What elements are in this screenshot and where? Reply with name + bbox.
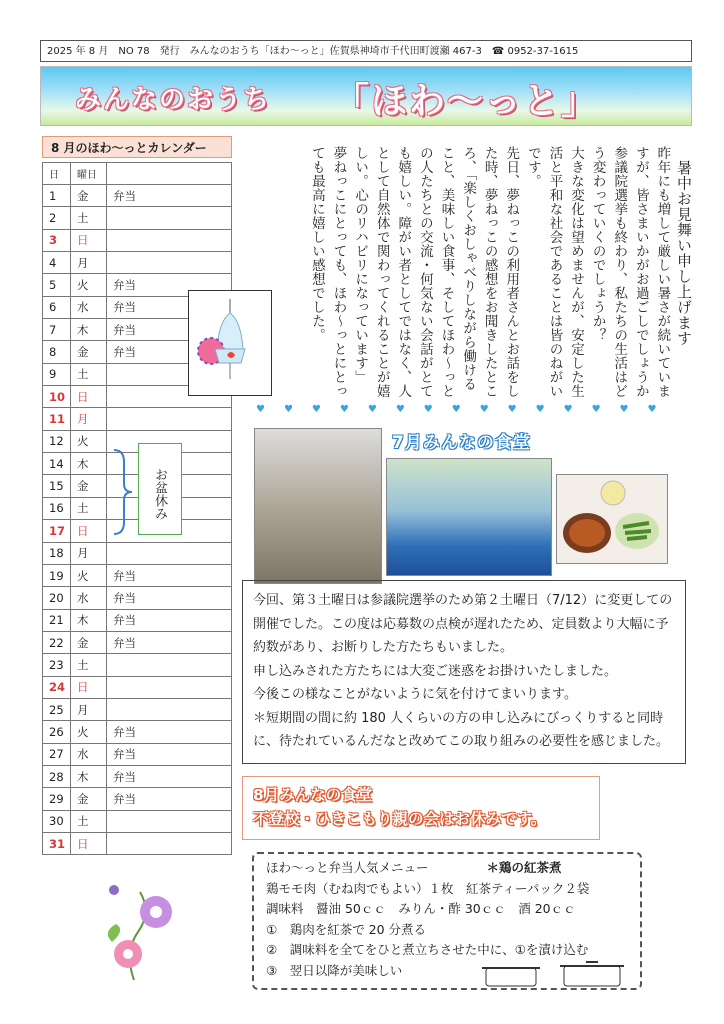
calendar-date: 7 (43, 319, 71, 341)
calendar-note (107, 810, 232, 832)
calendar-row (43, 229, 232, 251)
calendar-weekday: 水 (71, 743, 107, 765)
recipe-step: ① 鶏肉を紅茶で 20 分煮る (266, 921, 427, 937)
calendar-date: 29 (43, 788, 71, 810)
calendar-row (43, 788, 232, 810)
letter-paragraph: 昨年にも増して厳しい暑さが続いていますが、皆さまいかがお過ごしでしょうか (632, 146, 671, 398)
calendar-weekday: 土 (71, 810, 107, 832)
calendar-date: 16 (43, 497, 71, 519)
calendar-note (107, 832, 232, 854)
summer-greeting-letter (262, 146, 694, 398)
calendar-weekday: 月 (71, 698, 107, 720)
calendar-date: 20 (43, 587, 71, 609)
calendar-row (43, 832, 232, 854)
recipe-step: ② 調味料を全てをひと煮立ちさせた中に、①を漬け込む (266, 942, 589, 957)
calendar-weekday: 火 (71, 721, 107, 743)
calendar-note (107, 542, 232, 564)
calendar-date: 30 (43, 810, 71, 832)
letter-title: 暑中お見舞い申し上げます (675, 160, 693, 346)
calendar-weekday: 月 (71, 408, 107, 430)
calendar-title: 8 月のほわ〜っとカレンダー (42, 136, 232, 158)
letter-paragraph: 先日、夢ねっこの利用者さんとお話をした時、夢ねっこの感想をお聞きしたところ、「楽しくおしゃべりしながら働けること、美味しい食事、そしてほわ〜っとの人たちとの交流・何気ない会話がとても嬉しい。障がい者としてではなく、人として自然体で関わってくれることが嬉しい。心のリハビリになっています」 (352, 146, 520, 398)
calendar-row (43, 765, 232, 787)
calendar-weekday: 水 (71, 296, 107, 318)
calendar-weekday: 金 (71, 631, 107, 653)
recipe-dish-name: ＊鶏の紅茶煮 (486, 860, 562, 875)
july-cafeteria-title: 7月みんなの食堂 (392, 433, 531, 453)
photo-curry-meal (556, 474, 668, 564)
notice-line: 今回、第３土曜日は参議院選挙のため第２土曜日（7/12）に変更しての開催でした。この度は応募数の点検が遅れたため、定員数より大幅に予約数があり、お断りした方たちもいました。 (253, 593, 673, 655)
calendar-header-row (43, 163, 232, 185)
recipe-heading-row (266, 858, 628, 879)
calendar-row (43, 810, 232, 832)
recipe-seasonings: 調味料 醤油 50ｃｃ みりん・酢 30ｃｃ 酒 20ｃｃ (266, 901, 576, 916)
calendar-row (43, 676, 232, 698)
calendar-note: 弁当 (107, 587, 232, 609)
calendar-date: 19 (43, 564, 71, 586)
calendar-date: 3 (43, 229, 71, 251)
calendar-weekday: 日 (71, 676, 107, 698)
calendar-row (43, 430, 232, 452)
calendar-date: 21 (43, 609, 71, 631)
calendar-weekday: 土 (71, 363, 107, 385)
calendar-date: 27 (43, 743, 71, 765)
calendar-date: 12 (43, 430, 71, 452)
calendar-note (107, 229, 232, 251)
calendar-weekday: 木 (71, 609, 107, 631)
august-closure-text: 不登校・ひきこもり親の会はお休みです。 (253, 810, 547, 828)
calendar-row (43, 743, 232, 765)
letter-paragraph: 参議院選挙も終わり、私たちの生活はどう変わっていくのでしょうか？ (589, 146, 628, 398)
calendar-date: 23 (43, 654, 71, 676)
calendar-row (43, 542, 232, 564)
calendar-note: 弁当 (107, 319, 232, 341)
notice-line: 今後この様なことがないように気を付けてまいります。 (253, 687, 577, 702)
calendar-row (43, 520, 232, 542)
calendar-weekday: 土 (71, 497, 107, 519)
calendar-weekday: 木 (71, 765, 107, 787)
august-cafeteria-label: 8月みんなの食堂 (253, 786, 373, 804)
calendar-date: 14 (43, 453, 71, 475)
calendar-weekday: 木 (71, 453, 107, 475)
calendar-date: 15 (43, 475, 71, 497)
calendar-weekday: 月 (71, 542, 107, 564)
calendar-date: 1 (43, 185, 71, 207)
calendar-date: 28 (43, 765, 71, 787)
calendar-weekday: 火 (71, 274, 107, 296)
morning-glory-icon (94, 872, 186, 982)
calendar-note: 弁当 (107, 185, 232, 207)
obon-holiday-label: お盆休み (138, 443, 182, 535)
wind-chime-illustration (188, 290, 272, 396)
calendar-weekday: 日 (71, 832, 107, 854)
calendar-date: 18 (43, 542, 71, 564)
recipe-heading: ほわ〜っと弁当人気メニュー (266, 860, 429, 875)
notice-line: ＊短期間の間に約 180 人くらいの方の申し込みにびっくりすると同時に、待たれているんだなと改めてこの取り組みの必要性を感じました。 (253, 710, 670, 749)
calendar-note: 弁当 (107, 743, 232, 765)
calendar-weekday: 月 (71, 252, 107, 274)
calendar-row (43, 185, 232, 207)
calendar-date: 5 (43, 274, 71, 296)
calendar-weekday: 金 (71, 475, 107, 497)
calendar-col-note (107, 163, 232, 185)
calendar-row (43, 631, 232, 653)
calendar-note: 弁当 (107, 274, 232, 296)
calendar-date: 10 (43, 386, 71, 408)
calendar-note: 弁当 (107, 296, 232, 318)
calendar-weekday: 日 (71, 520, 107, 542)
obon-bracket (110, 448, 136, 536)
calendar-date: 11 (43, 408, 71, 430)
calendar-row (43, 698, 232, 720)
calendar-weekday: 火 (71, 430, 107, 452)
calendar-row (43, 564, 232, 586)
calendar-date: 24 (43, 676, 71, 698)
calendar-date: 2 (43, 207, 71, 229)
calendar-note: 弁当 (107, 609, 232, 631)
letter-paragraph: 大きな変化は望めませんが、安定した生活と平和な社会であることは皆のねがいです。 (524, 146, 585, 398)
masthead-title-name: 「ほわ〜っと」 (333, 81, 600, 122)
calendar-date: 31 (43, 832, 71, 854)
photo-dining-hall (386, 458, 552, 576)
calendar-date: 25 (43, 698, 71, 720)
calendar-weekday: 金 (71, 185, 107, 207)
calendar-weekday: 土 (71, 654, 107, 676)
calendar-row (43, 654, 232, 676)
masthead-title-main: みんなのおうち (75, 85, 272, 115)
calendar-date: 8 (43, 341, 71, 363)
calendar-col-day: 日 (43, 163, 71, 185)
calendar-weekday: 水 (71, 587, 107, 609)
calendar-weekday: 木 (71, 319, 107, 341)
calendar-note: 弁当 (107, 564, 232, 586)
calendar-note (107, 698, 232, 720)
letter-paragraph: 夢ねっこにとっても、ほわ〜っとにとっても最高に嬉しい感想でした。 (308, 146, 347, 398)
calendar-weekday: 土 (71, 207, 107, 229)
calendar-row (43, 207, 232, 229)
calendar-row (43, 587, 232, 609)
meal-photo-image (557, 475, 667, 563)
calendar-weekday: 金 (71, 788, 107, 810)
calendar-row (43, 408, 232, 430)
calendar-note: 弁当 (107, 765, 232, 787)
calendar-date: 17 (43, 520, 71, 542)
calendar-date: 4 (43, 252, 71, 274)
calendar-note: 弁当 (107, 341, 232, 363)
recipe-step: ③ 翌日以降が美味しい (266, 962, 403, 978)
calendar-row (43, 609, 232, 631)
calendar-weekday: 日 (71, 229, 107, 251)
recipe-ingredients: 鶏モモ肉（むね肉でもよい）１枚 紅茶ティーパック２袋 (266, 880, 590, 896)
calendar-note (107, 676, 232, 698)
calendar-weekday: 日 (71, 386, 107, 408)
calendar-date: 9 (43, 363, 71, 385)
calendar-row (43, 721, 232, 743)
calendar-date: 6 (43, 296, 71, 318)
calendar-weekday: 金 (71, 341, 107, 363)
calendar-note: 弁当 (107, 788, 232, 810)
calendar-weekday: 火 (71, 564, 107, 586)
calendar-row (43, 252, 232, 274)
calendar-col-week: 曜日 (71, 163, 107, 185)
calendar-note (107, 207, 232, 229)
cooking-pots-icon (478, 956, 638, 990)
notice-line: 申し込みされた方たちには大変ご迷惑をお掛けいたしました。 (253, 663, 618, 679)
august-closure-notice (242, 776, 600, 840)
cafeteria-notice (242, 580, 686, 764)
calendar-note (107, 654, 232, 676)
calendar-note: 弁当 (107, 721, 232, 743)
masthead-banner (40, 66, 692, 126)
calendar-date: 26 (43, 721, 71, 743)
calendar-note (107, 252, 232, 274)
wind-chime-icon (189, 291, 271, 395)
heart-divider: ♥♥♥♥♥♥♥♥♥♥♥♥♥♥♥ (256, 404, 676, 415)
calendar-note (107, 408, 232, 430)
publication-info: 2025 年 8 月 NO 78 発行 みんなのおうち「ほわ〜っと」佐賀県神埼市千代田町渡瀬 467-3 ☎ 0952-37-1615 (40, 40, 692, 62)
photo-children-eating (254, 428, 382, 584)
calendar-note: 弁当 (107, 631, 232, 653)
calendar-date: 22 (43, 631, 71, 653)
